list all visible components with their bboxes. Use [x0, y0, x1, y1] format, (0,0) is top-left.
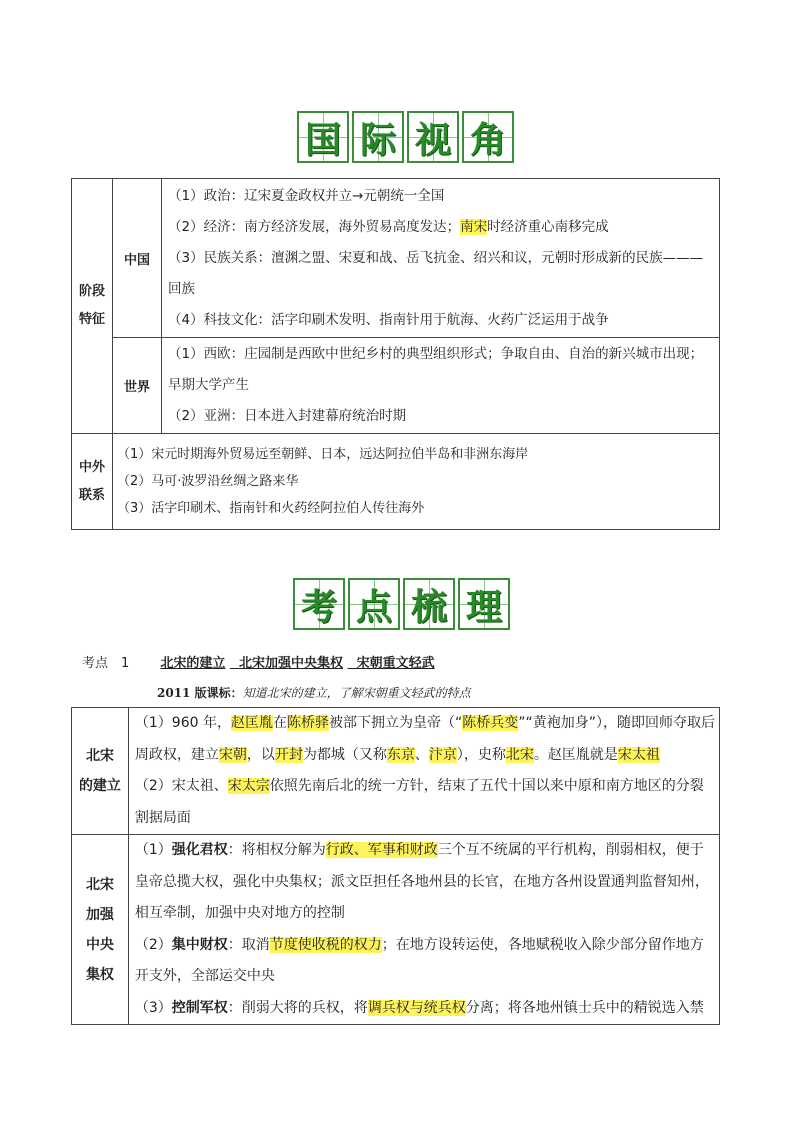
- row-label-centralization: [72, 835, 129, 1025]
- text-segment: ：削弱大将的兵权，将: [227, 999, 368, 1016]
- centralization-content: [128, 835, 719, 1025]
- highlight: 宋朝: [218, 746, 247, 763]
- text-segment: 、: [414, 746, 429, 763]
- curriculum-standard: [157, 684, 471, 701]
- china-line: 回族: [168, 280, 195, 297]
- china-line: （4）科技文化：活字印刷术发明、指南针用于航海、火药广泛运用于战争: [168, 311, 609, 328]
- text-segment: 在: [272, 715, 287, 731]
- highlight: 陈桥驿: [286, 715, 329, 731]
- standard-text: 知道北宋的建立，了解宋朝重文轻武的特点: [242, 686, 471, 700]
- highlight: 东京: [386, 746, 415, 763]
- content-line: [129, 993, 719, 1025]
- row-label-line: 的建立: [78, 778, 121, 794]
- text-segment: 相互牵制，加强中央对地方的控制: [134, 905, 345, 921]
- link-label-line: 中外: [78, 459, 105, 475]
- text-segment: ；在地方设转运使，各地赋税收入除少部分留作地方: [381, 936, 704, 953]
- text-segment: （2）宋太祖、: [134, 778, 228, 794]
- highlight: 汴京: [428, 746, 457, 763]
- text-segment: （1）960 年，: [134, 715, 231, 731]
- world-line: （1）西欧：庄园制是西欧中世纪乡村的典型组织形式；争取自由、自治的新兴城市出现；: [168, 346, 704, 362]
- row-label-line: 北宋: [85, 876, 114, 893]
- text-segment: 。赵匡胤就是: [533, 746, 618, 763]
- standard-label: 2011 版课标：: [157, 686, 243, 700]
- text-segment: ：将相权分解为: [227, 842, 326, 858]
- banner-char: 国: [297, 111, 349, 163]
- text-segment: （2）: [134, 936, 172, 953]
- row-label-line: 加强: [85, 906, 114, 923]
- text-segment: 为都城（又称: [302, 746, 387, 763]
- text-segment: 皇帝总揽大权，强化中央集权；派文臣担任各地州县的长官，在地方各州设置通判监督知州，: [134, 873, 709, 890]
- bold-term: 强化君权: [171, 842, 228, 858]
- china-content: [162, 179, 720, 338]
- banner-char: 理: [458, 578, 510, 630]
- content-line: [129, 930, 719, 962]
- key-point-title: 宋朝重文轻武: [356, 656, 435, 671]
- highlight: 宋太祖: [617, 746, 660, 763]
- highlight: 北宋: [505, 746, 534, 763]
- stage-feature-table: [71, 178, 720, 530]
- banner-char: 考: [293, 578, 345, 630]
- text-segment: 开支外，全部运交中央: [134, 968, 275, 984]
- content-line: [129, 771, 719, 803]
- row-label-founding: [72, 708, 129, 835]
- bold-term: 控制军权: [171, 999, 228, 1016]
- text-segment: （1）: [134, 842, 172, 858]
- content-line: [129, 803, 719, 835]
- banner-char: 点: [348, 578, 400, 630]
- text-segment: ），史称: [456, 746, 506, 763]
- highlight: 宋太宗: [227, 778, 270, 794]
- highlight: 节度使收税的权力: [269, 936, 382, 953]
- china-line: （3）民族关系：澶渊之盟、宋夏和战、岳飞抗金、绍兴和议，元朝时形成新的民族———: [168, 249, 704, 266]
- text-segment: ”“黄袍加身”），随即回师夺取后: [518, 715, 715, 731]
- link-content: [113, 434, 720, 530]
- text-segment: 分离；将各地州镇士兵中的精锐选入禁: [465, 999, 704, 1016]
- row-label-line: 中央: [85, 936, 114, 953]
- row-label-line: 北宋: [85, 748, 114, 764]
- banner-char: 角: [462, 111, 514, 163]
- key-point-number: 考点 1: [82, 656, 130, 671]
- link-label-line: 联系: [78, 487, 105, 503]
- text-segment: 周政权，建立: [134, 746, 219, 763]
- content-line: [129, 708, 719, 740]
- world-label: 世界: [113, 338, 162, 434]
- highlight: 行政、军事和财政: [325, 842, 438, 858]
- highlight: 调兵权与统兵权: [367, 999, 466, 1016]
- text-segment: 依照先南后北的统一方针，结束了五代十国以来中原和南方地区的分裂: [269, 778, 704, 794]
- text-segment: （3）: [134, 999, 172, 1016]
- banner-char: 视: [407, 111, 459, 163]
- bold-term: 集中财权: [171, 936, 228, 953]
- text-segment: 割据局面: [134, 809, 191, 826]
- key-point-title: 北宋的建立: [160, 656, 226, 671]
- highlight: 南宋: [460, 218, 488, 235]
- content-line: [129, 835, 719, 867]
- content-line: [129, 740, 719, 772]
- highlight: 陈桥兵变: [462, 715, 519, 731]
- banner-key-points: [293, 578, 513, 630]
- banner-char: 际: [352, 111, 404, 163]
- content-line: [129, 898, 719, 930]
- founding-content: [128, 708, 719, 835]
- banner-international-view: [297, 111, 517, 163]
- banner-char: 梳: [403, 578, 455, 630]
- link-line: （1）宋元时期海外贸易远至朝鲜、日本，远达阿拉伯半岛和非洲东海岸: [117, 447, 529, 462]
- key-point-heading: [82, 652, 435, 671]
- world-line: （2）亚洲：日本进入封建幕府统治时期: [168, 408, 407, 424]
- text-segment: 被部下拥立为皇帝（“: [328, 715, 463, 731]
- china-label: 中国: [113, 179, 162, 338]
- text-segment: ，以: [246, 746, 275, 763]
- world-line: 早期大学产生: [168, 377, 249, 393]
- northern-song-table: [71, 707, 720, 1025]
- link-line: （3）活字印刷术、指南针和火药经阿拉伯人传往海外: [117, 501, 425, 516]
- text-segment: 三个互不统属的平行机构，削弱相权，便于: [437, 842, 704, 858]
- content-line: [129, 961, 719, 993]
- highlight: 赵匡胤: [230, 715, 273, 731]
- highlight: 开封: [274, 746, 303, 763]
- row-label-line: 集权: [85, 966, 114, 983]
- text-segment: ：取消: [227, 936, 270, 953]
- china-line: （2）经济：南方经济发展，海外贸易高度发达；南宋时经济重心南移完成: [168, 218, 609, 235]
- china-line: （1）政治：辽宋夏金政权并立→元朝统一全国: [168, 187, 445, 204]
- link-label: [72, 434, 113, 530]
- stage-label: [72, 179, 113, 434]
- stage-label-line: 特征: [78, 312, 105, 327]
- stage-label-line: 阶段: [78, 284, 105, 299]
- content-line: [129, 867, 719, 899]
- world-content: [162, 338, 720, 434]
- link-line: （2）马可·波罗沿丝绸之路来华: [117, 474, 299, 489]
- key-point-title: 北宋加强中央集权: [238, 656, 343, 671]
